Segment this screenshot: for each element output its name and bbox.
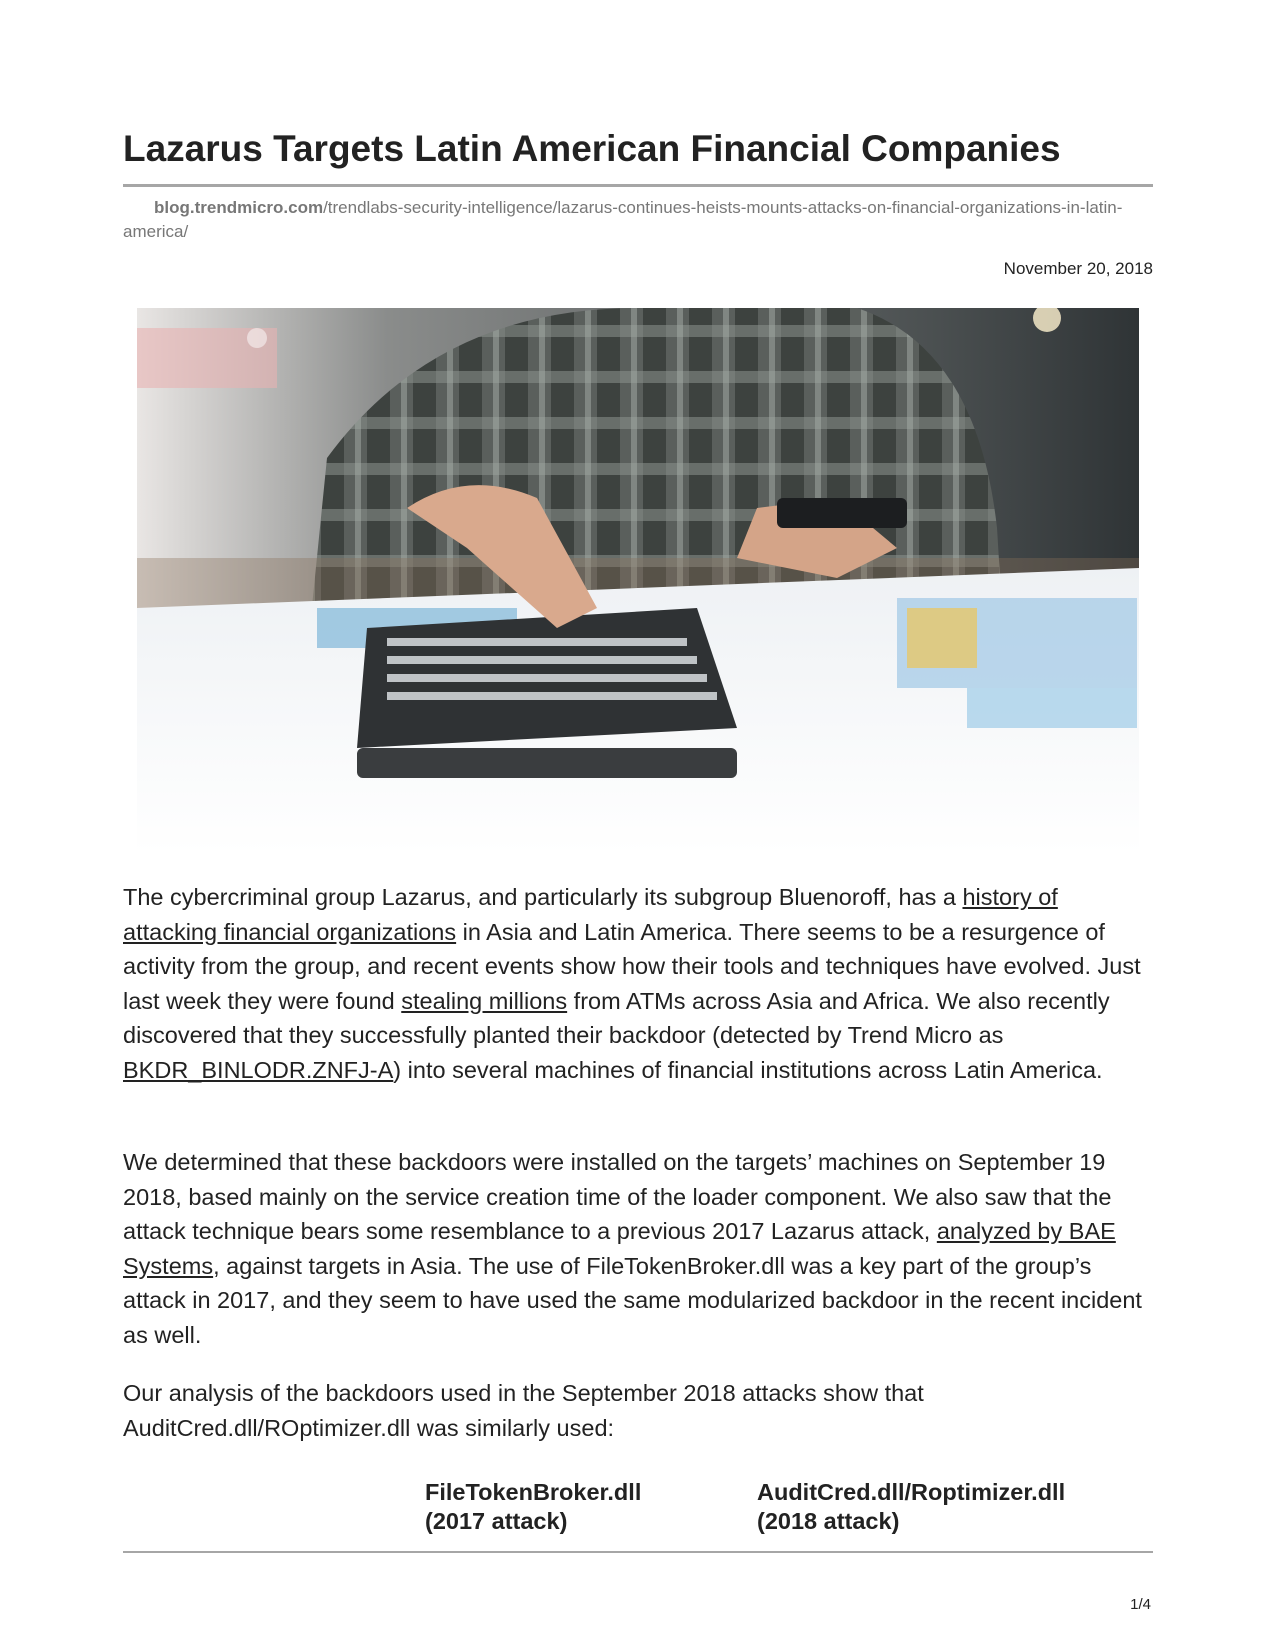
bae-systems-link[interactable]: analyzed by BAE Systems <box>123 1218 1116 1279</box>
source-url-domain[interactable]: blog.trendmicro.com <box>154 198 324 217</box>
title-divider <box>123 184 1153 187</box>
paragraph-2-text-2: , against targets in Asia. The use of FileTokenBroker.dll was a key part of the group’s attack in 2017, and they seem to have used the same modularized backdoor in the recent incident as well. <box>123 1252 1142 1348</box>
column-header-2017 <box>425 1478 641 1536</box>
hero-image <box>137 308 1139 854</box>
column-header-2018 <box>757 1478 1065 1536</box>
paragraph-3 <box>123 1376 1153 1445</box>
comparison-table-header <box>123 1478 1153 1552</box>
bkdr-binlodr-link[interactable]: BKDR_BINLODR.ZNFJ-A <box>123 1056 394 1083</box>
column-header-2018-line-1: AuditCred.dll/Roptimizer.dll <box>757 1479 1066 1505</box>
paragraph-2-text-1: We determined that these backdoors were installed on the targets’ machines on September 19 2018, based mainly on the service creation time of the loader component. We also saw that the attack technique bears some resemblance to a previous 2017 Lazarus attack, <box>123 1149 1112 1244</box>
article-title: Lazarus Targets Latin American Financial Companies <box>123 128 1061 169</box>
publish-date: November 20, 2018 <box>1003 259 1153 278</box>
paragraph-1-text-4: ) into several machines of financial institutions across Latin America. <box>393 1056 1103 1083</box>
history-link[interactable]: history of attacking financial organizations <box>123 884 1058 945</box>
column-header-2017-line-2: (2017 attack) <box>425 1508 568 1534</box>
page-number: 1/4 <box>1130 1596 1151 1613</box>
paragraph-2 <box>123 1145 1153 1352</box>
paragraph-1-text-3: from ATMs across Asia and Africa. We also recently discovered that they successfully planted their backdoor (detected by Trend Micro as <box>123 987 1110 1048</box>
source-url-path[interactable]: /trendlabs-security-intelligence/lazarus-continues-heists-mounts-attacks-on-financial-organizations-in-latin-america/ <box>123 198 1123 241</box>
column-header-2018-line-2: (2018 attack) <box>757 1508 900 1534</box>
stealing-millions-link[interactable]: stealing millions <box>401 987 568 1014</box>
paragraph-3-text-1: Our analysis of the backdoors used in the September 2018 attacks show that AuditCred.dll/ROptimizer.dll was similarly used: <box>123 1380 924 1441</box>
source-url[interactable] <box>123 196 1153 244</box>
photo-calculator-hands-icon <box>137 308 1139 854</box>
table-header-divider <box>123 1551 1153 1553</box>
paragraph-1-text-2: in Asia and Latin America. There seems to be a resurgence of activity from the group, and recent events show how their tools and techniques have evolved. Just last week they were found <box>123 918 1141 1014</box>
column-header-2017-line-1: FileTokenBroker.dll <box>425 1479 642 1505</box>
paragraph-1-text-1: The cybercriminal group Lazarus, and particularly its subgroup Bluenoroff, has a <box>123 884 963 910</box>
paragraph-1 <box>123 880 1153 1087</box>
